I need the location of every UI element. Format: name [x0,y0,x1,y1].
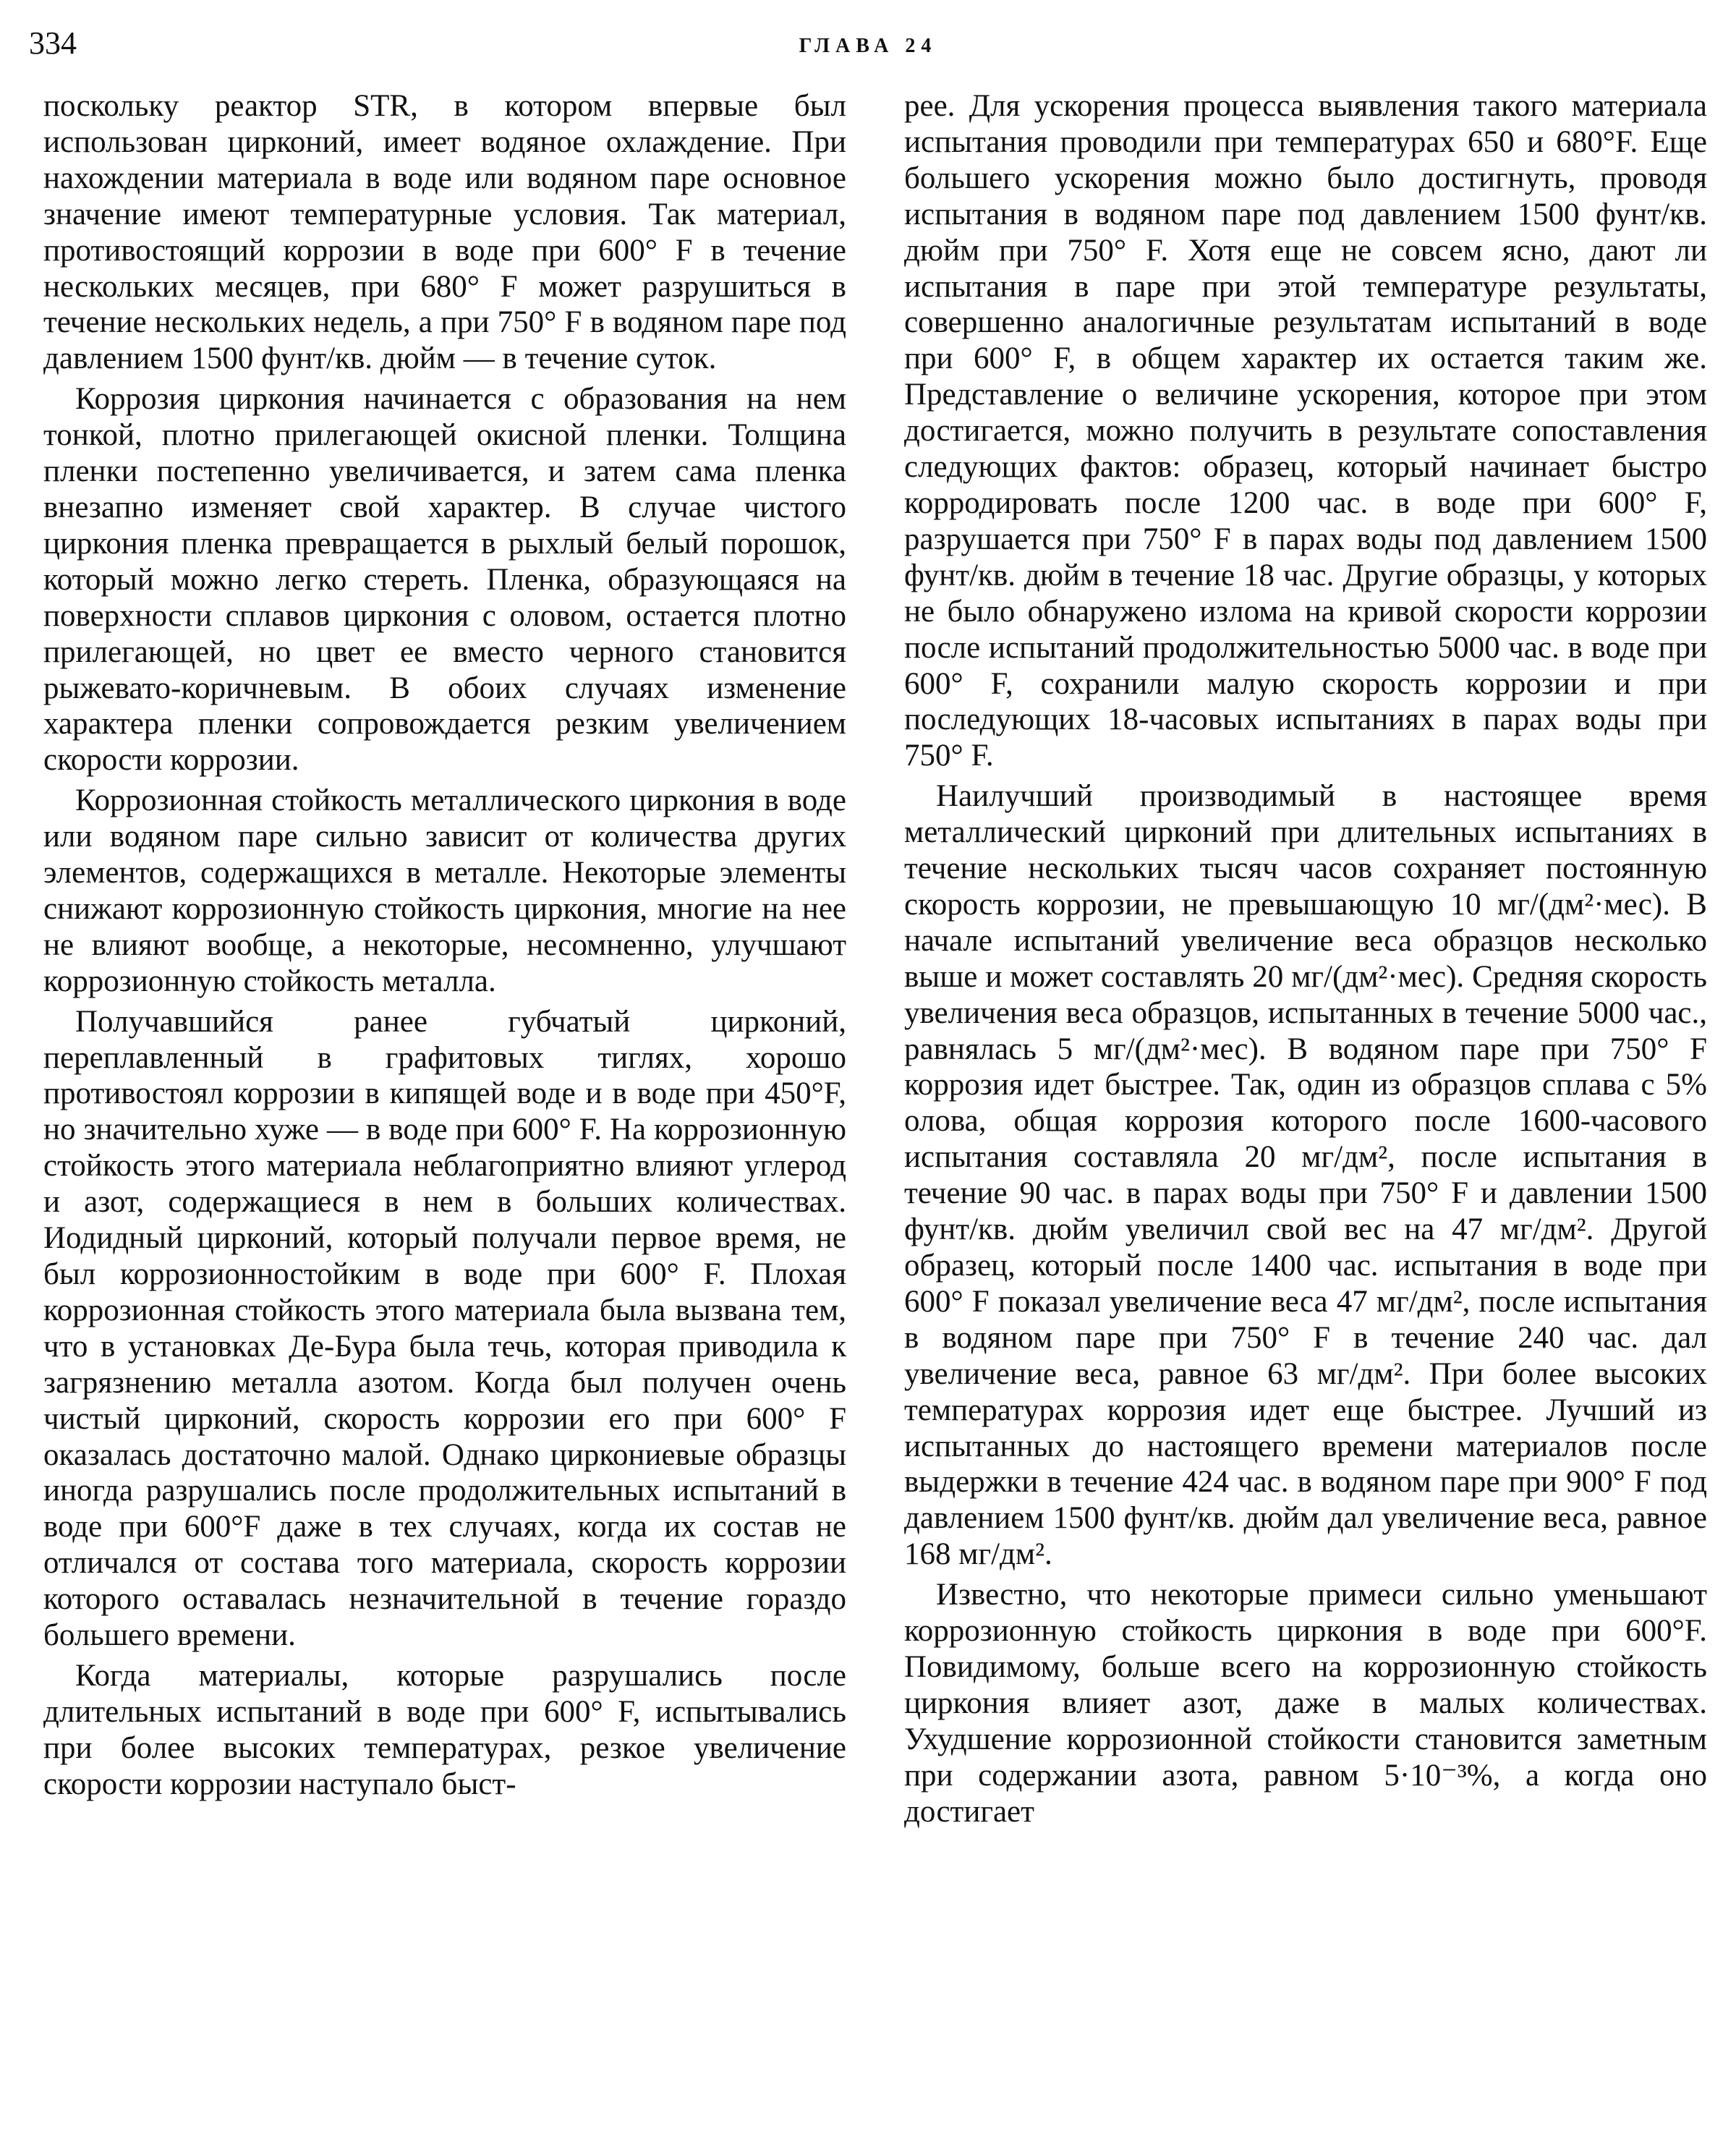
page-header [29,22,1707,65]
paragraph: Когда материалы, которые разрушались после длительных испытаний в воде при 600° F, испытывались при более высоких температурах, резкое увеличение скорости коррозии наступало быст- [43,1658,846,1801]
paragraph: Коррозия циркония начинается с образования на нем тонкой, плотно прилегающей окисной пленки. Толщина пленки постепенно увеличивается, и затем сама пленка внезапно изменяет свой характер. В случае чистого циркония пленка превращается в рыхлый белый порошок, который можно легко стереть. Пленка, образующаяся на поверхности сплавов циркония с оловом, остается плотно прилегающей, но цвет ее вместо черного становится рыжевато-коричневым. В обоих случаях изменение характера пленки сопровождается резким увеличением скорости коррозии. [43,382,846,778]
paragraph: Коррозионная стойкость металлического циркония в воде или водяном паре сильно зависит от количества других элементов, содержащихся в металле. Некоторые элементы снижают коррозионную стойкость циркония, многие на нее не влияют вообще, а некоторые, несомненно, улучшают коррозионную стойкость металла. [43,783,846,998]
paragraph: Наилучший производимый в настоящее время металлический цирконий при длительных испытаниях в течение нескольких тысяч часов сохраняет постоянную скорость коррозии, не превышающую 10 мг/(дм²·мес). В начале испытаний увеличение веса образцов несколько выше и может составлять 20 мг/(дм²·мес). Средняя скорость увеличения веса образцов, испытанных в течение 5000 час., равнялась 5 мг/(дм²·мес). В водяном паре при 750° F коррозия идет быстрее. Так, один из образцов сплава с 5% олова, общая коррозия которого после 1600-часового испытания составляла 20 мг/дм², после испытания в течение 90 час. в парах воды при 750° F и давлении 1500 фунт/кв. дюйм увеличил свой вес на 47 мг/дм². Другой образец, который после 1400 час. испытания в воде при 600° F показал увеличение веса 47 мг/дм², после испытания в водяном паре при 750° F в течение 240 час. дал увеличение веса, равное 63 мг/дм². При более высоких температурах коррозия идет еще быстрее. Лучший из испытанных до настоящего времени материалов после выдержки в течение 424 час. в водяном паре при 900° F под давлением 1500 фунт/кв. дюйм дал увеличение веса, равное 168 мг/дм². [904,779,1707,1572]
running-head: ГЛАВА 24 [799,35,937,57]
right-column [904,88,1707,1835]
paragraph: Получавшийся ранее губчатый цирконий, переплавленный в графитовых тиглях, хорошо противостоял коррозии в кипящей воде и в воде при 450°F, но значительно хуже — в воде при 600° F. На коррозионную стойкость этого материала неблагоприятно влияют углерод и азот, содержащиеся в нем в больших количествах. Иодидный цирконий, который получали первое время, не был коррозионностойким в воде при 600° F. Плохая коррозионная стойкость этого материала была вызвана тем, что в установках Де-Бура была течь, которая приводила к загрязнению металла азотом. Когда был получен очень чистый цирконий, скорость коррозии его при 600° F оказалась достаточно малой. Однако циркониевые образцы иногда разрушались после продолжительных испытаний в воде при 600°F даже в тех случаях, когда их состав не отличался от состава того материала, скорость коррозии которого оставалась незначительной в течение гораздо большего времени. [43,1004,846,1653]
paragraph: поскольку реактор STR, в котором впервые был использован цирконий, имеет водяное охлаждение. При нахождении материала в воде или водяном паре основное значение имеют температурные условия. Так материал, противостоящий коррозии в воде при 600° F в течение нескольких месяцев, при 680° F может разрушиться в течение нескольких недель, а при 750° F в водяном паре под давлением 1500 фунт/кв. дюйм — в течение суток. [43,89,846,376]
page-number: 334 [29,25,77,61]
paragraph: рее. Для ускорения процесса выявления такого материала испытания проводили при температурах 650 и 680°F. Еще большего ускорения можно было достигнуть, проводя испытания в водяном паре под давлением 1500 фунт/кв. дюйм при 750° F. Хотя еще не совсем ясно, дают ли испытания в паре при этой температуре результаты, совершенно аналогичные результатам испытаний в воде при 600° F, в общем характер их остается таким же. Представление о величине ускорения, которое при этом достигается, можно получить в результате сопоставления следующих фактов: образец, который начинает быстро корродировать после 1200 час. в воде при 600° F, разрушается при 750° F в парах воды под давлением 1500 фунт/кв. дюйм в течение 18 час. Другие образцы, у которых не было обнаружено излома на кривой скорости коррозии после испытаний продолжительностью 5000 час. в воде при 600° F, сохранили малую скорость коррозии и при последующих 18-часовых испытаниях в парах воды при 750° F. [904,89,1707,773]
left-column [43,88,846,1807]
paragraph: Известно, что некоторые примеси сильно уменьшают коррозионную стойкость циркония в воде при 600°F. Повидимому, больше всего на коррозионную стойкость циркония влияет азот, даже в малых количествах. Ухудшение коррозионной стойкости становится заметным при содержании азота, равном 5·10⁻³%, а когда оно достигает [904,1578,1707,1829]
